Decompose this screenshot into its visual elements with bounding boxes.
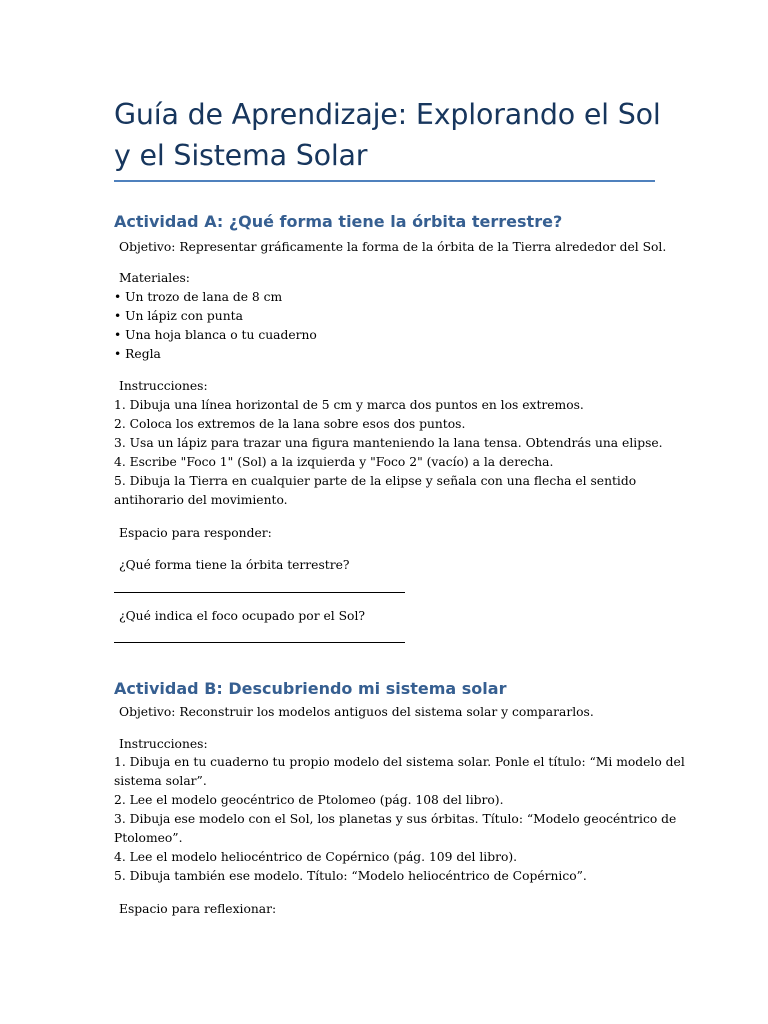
page-title-line-1: Guía de Aprendizaje: Explorando el Sol — [114, 98, 661, 131]
activity-a-instructions-label: Instrucciones: — [119, 379, 208, 393]
instruction-item: 5. Dibuja también ese modelo. Título: “Modelo heliocéntrico de Copérnico”. — [114, 869, 587, 883]
page-title-line-2: y el Sistema Solar — [114, 139, 368, 172]
material-item: • Un trozo de lana de 8 cm — [114, 290, 283, 304]
material-item: • Una hoja blanca o tu cuaderno — [114, 328, 317, 342]
activity-b-heading: Actividad B: Descubriendo mi sistema solar — [114, 679, 507, 698]
instruction-item-continuation: Ptolomeo”. — [114, 831, 183, 845]
activity-b-instructions-label: Instrucciones: — [119, 737, 208, 751]
material-item: • Un lápiz con punta — [114, 309, 243, 323]
instruction-item: 4. Escribe "Foco 1" (Sol) a la izquierda y "Foco 2" (vacío) a la derecha. — [114, 455, 554, 469]
instruction-item: 4. Lee el modelo heliocéntrico de Copérnico (pág. 109 del libro). — [114, 850, 518, 864]
page-title — [114, 94, 674, 176]
activity-b-reflect-label: Espacio para reflexionar: — [119, 902, 277, 916]
instruction-item: 5. Dibuja la Tierra en cualquier parte de la elipse y señala con una flecha el sentido — [114, 474, 637, 488]
instruction-item: 3. Dibuja ese modelo con el Sol, los planetas y sus órbitas. Título: “Modelo geocéntrico de — [114, 812, 677, 826]
answer-line-2[interactable] — [114, 642, 405, 643]
instruction-item-continuation: sistema solar”. — [114, 774, 207, 788]
question-1: ¿Qué forma tiene la órbita terrestre? — [119, 558, 350, 572]
activity-a-heading: Actividad A: ¿Qué forma tiene la órbita terrestre? — [114, 212, 563, 231]
instruction-item-continuation: antihorario del movimiento. — [114, 493, 288, 507]
instruction-item: 2. Lee el modelo geocéntrico de Ptolomeo (pág. 108 del libro). — [114, 793, 504, 807]
activity-a-materials-label: Materiales: — [119, 271, 190, 285]
instruction-item: 1. Dibuja una línea horizontal de 5 cm y marca dos puntos en los extremos. — [114, 398, 584, 412]
question-2: ¿Qué indica el foco ocupado por el Sol? — [119, 609, 365, 623]
title-underline — [114, 180, 655, 182]
answer-line-1[interactable] — [114, 592, 405, 593]
activity-a-answer-label: Espacio para responder: — [119, 526, 272, 540]
instruction-item: 3. Usa un lápiz para trazar una figura manteniendo la lana tensa. Obtendrás una elipse. — [114, 436, 663, 450]
activity-a-objective: Objetivo: Representar gráficamente la forma de la órbita de la Tierra alrededor del Sol. — [119, 240, 667, 254]
material-item: • Regla — [114, 347, 161, 361]
instruction-item: 2. Coloca los extremos de la lana sobre esos dos puntos. — [114, 417, 466, 431]
activity-b-objective: Objetivo: Reconstruir los modelos antiguos del sistema solar y compararlos. — [119, 705, 594, 719]
instruction-item: 1. Dibuja en tu cuaderno tu propio modelo del sistema solar. Ponle el título: “Mi modelo del — [114, 755, 685, 769]
